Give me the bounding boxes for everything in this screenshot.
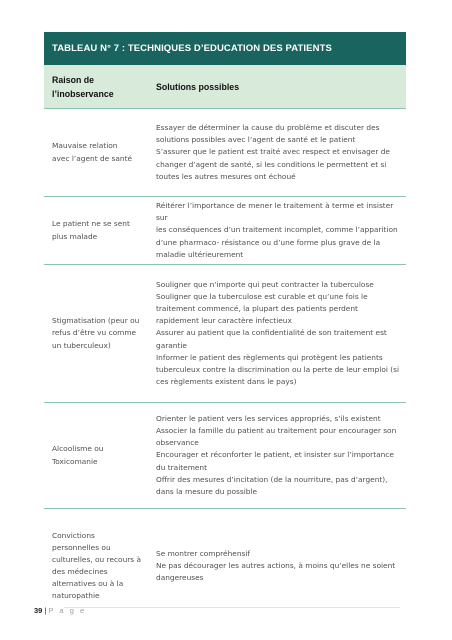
reason-text: Convictions personnelles ou culturelles, ou recours à des médecines alternatives ou à la naturopathie bbox=[52, 530, 142, 601]
solutions-text: Réitérer l’importance de mener le traitement à terme et insister sur les conséquences d’un traitement incomplet, comme l’apparition d’une pharmaco- résistance ou d’une forme plus grave de la maladie ultérieurement bbox=[156, 201, 398, 259]
reason-text: Stigmatisation (peur ou refus d’être vu comme un tuberculeux) bbox=[52, 316, 140, 350]
footer-rule bbox=[64, 607, 400, 608]
reason-cell bbox=[44, 265, 147, 402]
reason-text: Le patient ne se sent plus malade bbox=[52, 219, 130, 241]
reason-text: Alcoolisme ou Toxicomanie bbox=[52, 444, 104, 466]
solutions-text: Essayer de déterminer la cause du problème et discuter des solutions possibles avec l’agent de santé et le patient S’assurer que le patient est traité avec respect et envisager de changer d’agent de santé, si les conditions le permettent et si toutes les autres mesures ont échoué bbox=[156, 123, 390, 181]
page-number: 39 bbox=[34, 606, 43, 615]
header-solutions-cell bbox=[156, 65, 406, 108]
solutions-cell bbox=[156, 509, 406, 623]
solutions-cell bbox=[156, 403, 406, 508]
reason-cell bbox=[44, 109, 147, 196]
header-reason-cell bbox=[44, 65, 147, 108]
table-header-row bbox=[44, 65, 406, 109]
header-reason: Raison de l’inobservance bbox=[52, 74, 114, 99]
education-techniques-table bbox=[44, 65, 406, 623]
header-solutions: Solutions possibles bbox=[156, 81, 240, 92]
solutions-cell bbox=[156, 265, 406, 402]
table-row bbox=[44, 197, 406, 265]
reason-text: Mauvaise relation avec l’agent de santé bbox=[52, 141, 133, 163]
table-title: TABLEAU N° 7 : TECHNIQUES D’EDUCATION DES PATIENTS bbox=[44, 32, 406, 76]
table-row bbox=[44, 109, 406, 197]
page-label: P a g e bbox=[48, 606, 87, 615]
page-footer bbox=[34, 606, 86, 615]
table-row bbox=[44, 265, 406, 403]
footer-separator: | bbox=[44, 606, 47, 615]
solutions-text: Orienter le patient vers les services appropriés, s’ils existent Associer la famille du patient au traitement pour encourager son observance Encourager et réconforter le patient, et insister sur l’importance du traitement Offrir des mesures d’incitation (de la nourriture, pas d’argent), dans la mesure du possible bbox=[156, 414, 397, 496]
solutions-text: Souligner que n’importe qui peut contracter la tuberculose Souligner que la tuberculose est curable et qu’une fois le traitement commencé, la plupart des patients perdent rapidement leur caractère infectieux Assurer au patient que la confidentialité de son traitement est garantie Informer le patient des règlements qui protègent les patients tuberculeux contre la discrimination ou la perte de leur emploi (si ces règlements existent dans le pays) bbox=[156, 280, 400, 386]
table-row bbox=[44, 509, 406, 623]
reason-cell bbox=[44, 197, 147, 264]
solutions-cell bbox=[156, 109, 406, 196]
reason-cell bbox=[44, 403, 147, 508]
table-row bbox=[44, 403, 406, 509]
solutions-cell bbox=[156, 197, 406, 264]
solutions-text: Se montrer compréhensif Ne pas décourager les autres actions, à moins qu’elles ne soient dangereuses bbox=[156, 548, 396, 583]
